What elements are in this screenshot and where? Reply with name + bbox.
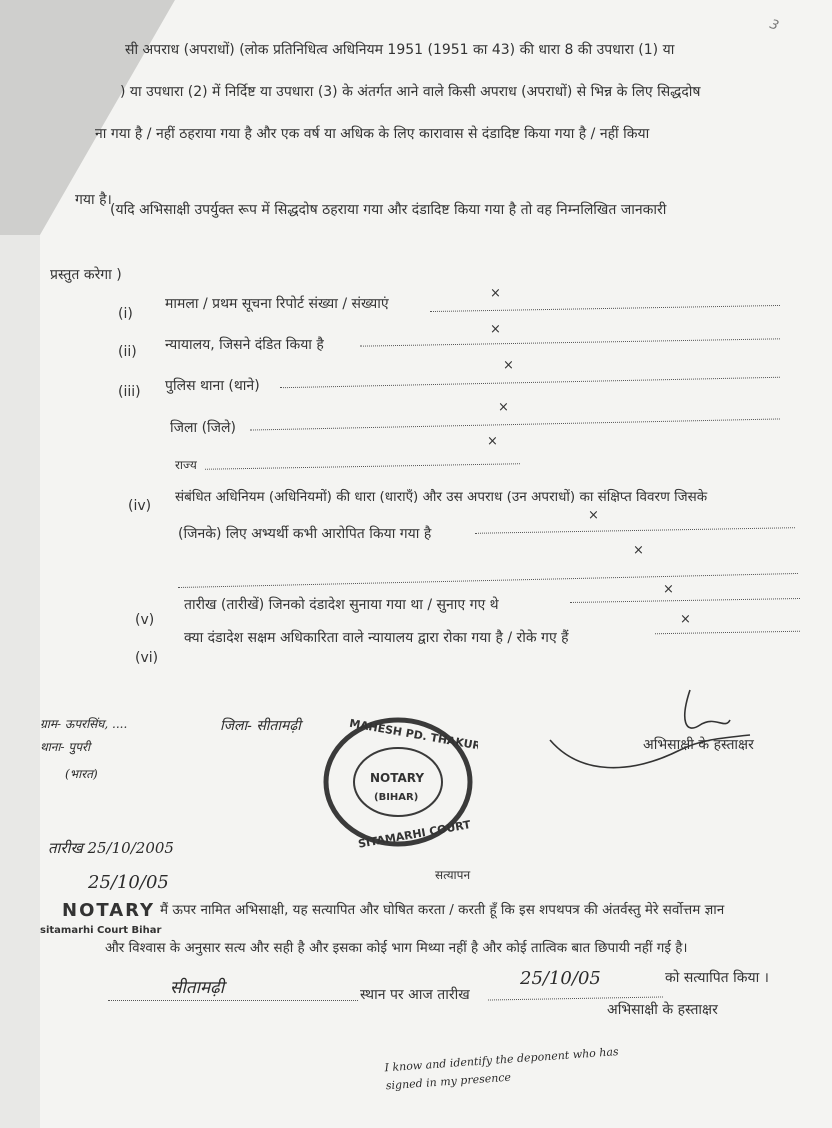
notary-left-title: NOTARY [62,900,156,921]
state-mark: × [487,434,498,449]
state-label: राज्य [175,458,197,472]
signature-scribble [540,680,780,780]
item-ii-mark: × [490,322,501,337]
paragraph-line-4: गया है। [75,192,112,208]
verification-place-text: स्थान पर आज तारीख [360,987,470,1003]
item-iv-label-1: संबंधित अधिनियम (अधिनियमों) की धारा (धाराएँ) और उस अपराध (उन अपराधों) का संक्षिप्त विवरण जिसके [175,489,708,505]
stamp-center-2: (BIHAR) [374,792,419,803]
district-label: जिला (जिले) [170,420,237,436]
verification-heading: सत्यापन [435,868,471,882]
notary-stamp [318,712,478,852]
stamp-bottom-text: SITAMARHI COURT [357,818,472,851]
handwritten-date: 25/10/05 [88,872,169,893]
item-iv-mark-2: × [633,543,644,558]
verification-end-text: को सत्यापित किया । [665,970,769,986]
handwritten-verify-date: 25/10/05 [520,968,601,989]
handwritten-note-1: ग्राम- ऊपरसिंघ, .... [40,717,128,731]
item-iii-mark: × [503,358,514,373]
item-iii-label: पुलिस थाना (थाने) [165,378,260,394]
instruction-line-1: (यदि अभिसाक्षी उपर्युक्त रूप में सिद्धदोष ठहराया गया और दंडादिष्ट किया गया है तो वह निम्नलिखित जानकारी [110,202,667,218]
notary-left-subtitle: sitamarhi Court Bihar [40,925,162,936]
item-iv-mark-1: × [588,508,599,523]
item-v-mark: × [663,582,674,597]
stamp-ring-text: MAHESH PD. THAKUR [348,716,478,753]
signature-label-2: अभिसाक्षी के हस्ताक्षर [607,1002,718,1018]
signature-label: अभिसाक्षी के हस्ताक्षर [643,737,754,753]
item-v-number: (v) [135,612,155,628]
item-vi-label: क्या दंडादेश सक्षम अधिकारिता वाले न्यायालय द्वारा रोका गया है / रोके गए हैं [184,630,569,646]
handwritten-note-1b: जिला- सीतामढ़ी [220,718,301,734]
stamp-center-1: NOTARY [370,771,425,785]
verification-line-1: मैं ऊपर नामित अभिसाक्षी, यह सत्यापित और घोषित करता / करती हूँ कि इस शपथपत्र की अंतर्वस्तु मेरे सर्वोत्तम ज्ञान [160,902,725,918]
handwritten-date-line: तारीख 25/10/2005 [48,839,174,857]
item-ii-number: (ii) [118,344,137,360]
handwritten-note-3: (भारत) [65,767,98,781]
district-mark: × [498,400,509,415]
handwritten-place: सीतामढ़ी [170,978,225,998]
verification-place-line [108,1000,358,1001]
item-i-mark: × [490,286,501,301]
paragraph-line-1: सी अपराध (अपराधों) (लोक प्रतिनिधित्व अधिनियम 1951 (1951 का 43) की धारा 8 की उपधारा (1) या [125,42,675,58]
item-ii-label: न्यायालय, जिसने दंडित किया है [165,337,324,353]
handwritten-note-2: थाना- पुपरी [40,740,91,754]
handwritten-identify-note: I know and identify the deponent who has signed in my presence [384,1045,619,1093]
instruction-line-2: प्रस्तुत करेगा ) [50,267,122,283]
item-vi-mark: × [680,612,691,627]
item-vi-number: (vi) [135,650,159,666]
item-iv-number: (iv) [128,498,152,514]
item-v-label: तारीख (तारीखें) जिनको दंडादेश सुनाया गया था / सुनाए गए थे [184,597,499,613]
item-i-number: (i) [118,306,133,322]
paragraph-line-3: ना गया है / नहीं ठहराया गया है और एक वर्ष या अधिक के लिए कारावास से दंडादिष्ट किया गया है / नहीं किया [95,126,650,142]
item-iv-label-2: (जिनके) लिए अभ्यर्थी कभी आरोपित किया गया है [178,526,432,542]
verification-line-2: और विश्वास के अनुसार सत्य और सही है और इसका कोई भाग मिथ्या नहीं है और कोई तात्विक बात छिपायी नहीं गई है। [105,940,688,956]
item-i-label: मामला / प्रथम सूचना रिपोर्ट संख्या / संख्याएं [165,296,389,312]
item-iii-number: (iii) [118,384,141,400]
paragraph-line-2: ) या उपधारा (2) में निर्दिष्ट या उपधारा (3) के अंतर्गत आने वाले किसी अपराध (अपराधों) से भिन्न के लिए सिद्धदोष [120,84,701,100]
page-number: 3 [767,17,781,34]
